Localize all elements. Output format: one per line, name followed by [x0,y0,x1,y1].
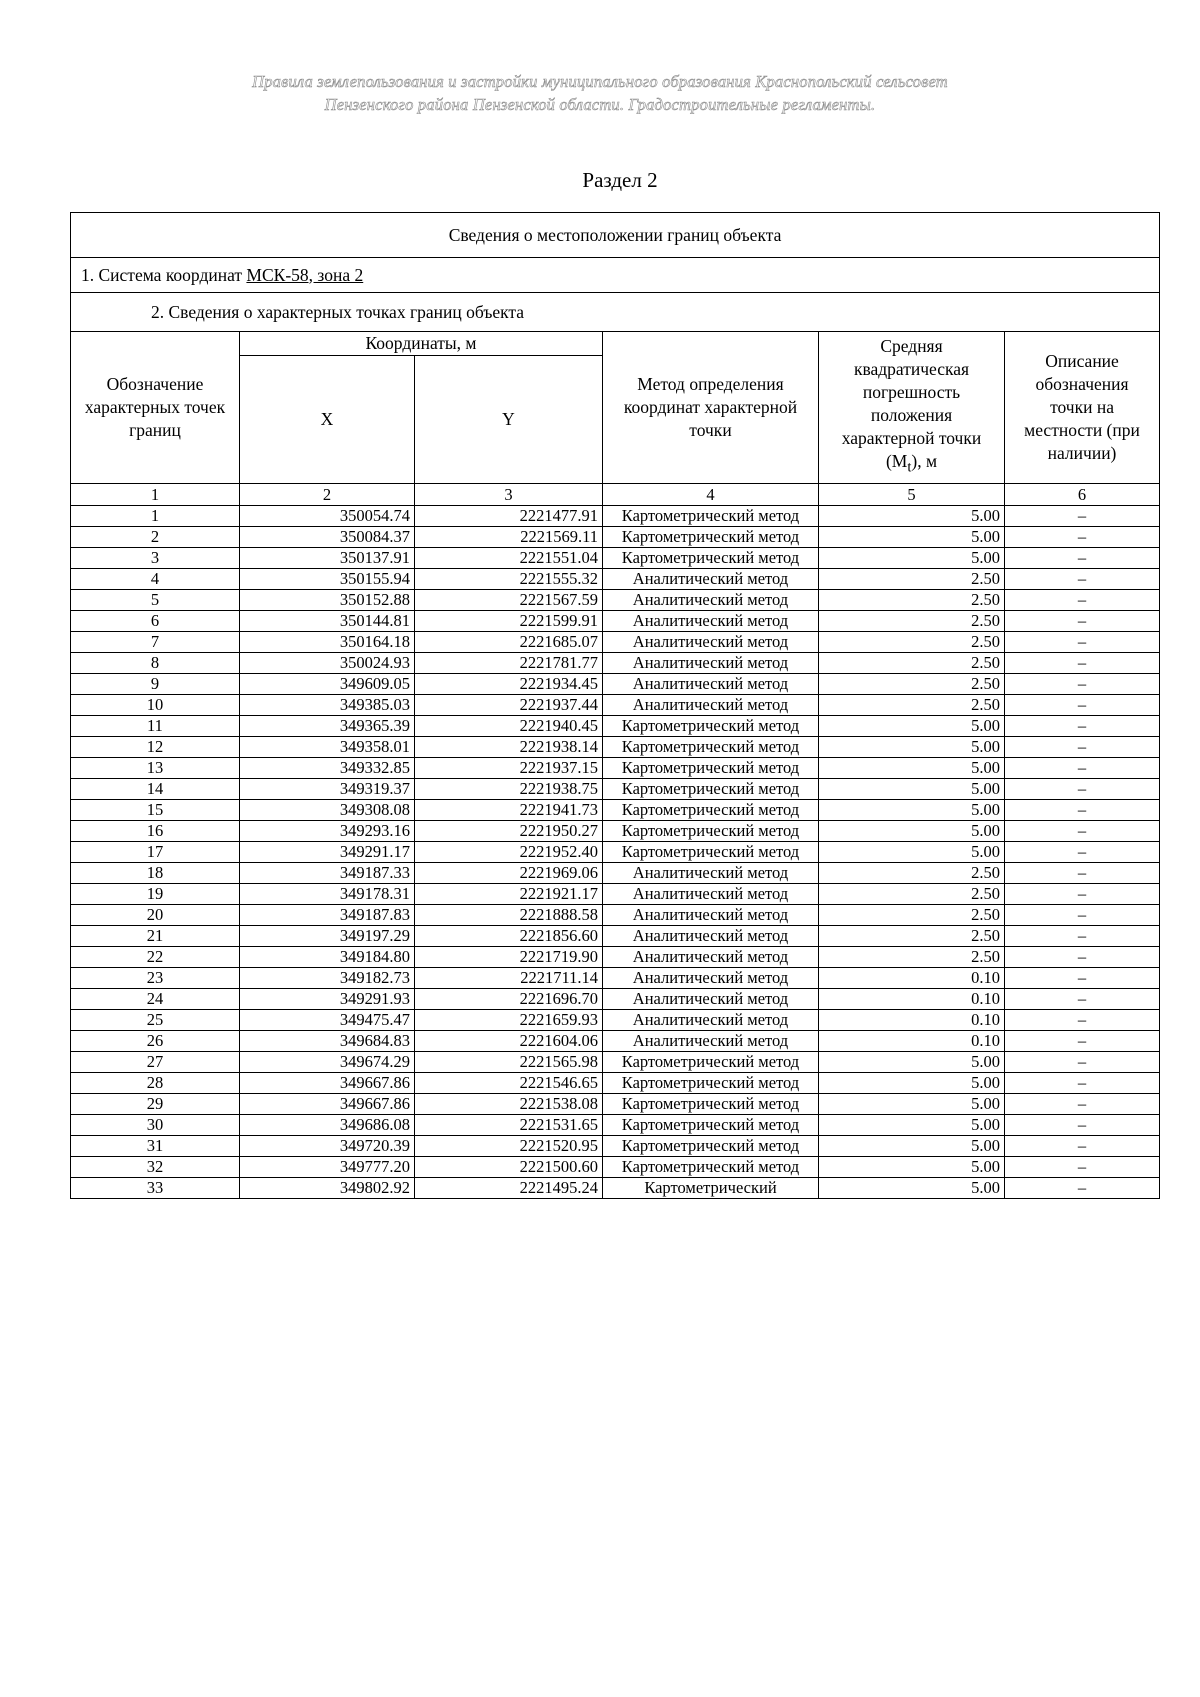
table-row [71,1094,1160,1115]
description: – [1005,968,1160,989]
column-number-6: 6 [1005,484,1160,506]
coord-y: 2221969.06 [415,863,603,884]
point-number: 27 [71,1052,240,1073]
header-method: Метод определения координат характерной точки [603,332,819,484]
running-header-line-2: Пензенского района Пензенской области. Градостроительные регламенты. [324,95,876,114]
method: Картометрический метод [603,842,819,863]
table-row [71,821,1160,842]
coord-y: 2221719.90 [415,947,603,968]
table-row [71,947,1160,968]
coord-y: 2221888.58 [415,905,603,926]
mean-error: 5.00 [819,1178,1005,1199]
column-number-5: 5 [819,484,1005,506]
table-row [71,968,1160,989]
coord-x: 349187.33 [240,863,415,884]
method: Аналитический метод [603,611,819,632]
coord-y: 2221685.07 [415,632,603,653]
method: Картометрический метод [603,800,819,821]
method: Аналитический метод [603,905,819,926]
coord-y: 2221500.60 [415,1157,603,1178]
table-row [71,653,1160,674]
description: – [1005,590,1160,611]
coord-x: 349182.73 [240,968,415,989]
coord-y: 2221934.45 [415,674,603,695]
method: Картометрический метод [603,506,819,527]
description: – [1005,674,1160,695]
table-row [71,737,1160,758]
coord-x: 349667.86 [240,1073,415,1094]
coord-x: 350144.81 [240,611,415,632]
method: Картометрический метод [603,1136,819,1157]
coord-x: 349720.39 [240,1136,415,1157]
header-row-1 [71,332,1160,356]
method: Картометрический метод [603,716,819,737]
coord-y: 2221937.44 [415,695,603,716]
header-x: X [240,356,415,484]
mean-error: 5.00 [819,800,1005,821]
description: – [1005,737,1160,758]
method: Аналитический метод [603,968,819,989]
coord-y: 2221781.77 [415,653,603,674]
points-heading: 2. Сведения о характерных точках границ объекта [71,293,1160,332]
table-row [71,1010,1160,1031]
mean-error: 0.10 [819,1031,1005,1052]
header-error-unit: ), м [911,451,938,472]
coord-x: 349609.05 [240,674,415,695]
description: – [1005,800,1160,821]
coord-x: 349293.16 [240,821,415,842]
description: – [1005,506,1160,527]
point-number: 3 [71,548,240,569]
description: – [1005,1094,1160,1115]
coord-x: 349674.29 [240,1052,415,1073]
table-row [71,842,1160,863]
table-row [71,989,1160,1010]
method: Картометрический метод [603,1157,819,1178]
description: – [1005,884,1160,905]
table-row [71,1178,1160,1199]
point-number: 29 [71,1094,240,1115]
mean-error: 5.00 [819,716,1005,737]
table-row [71,695,1160,716]
method: Аналитический метод [603,947,819,968]
coord-x: 349684.83 [240,1031,415,1052]
coord-x: 349319.37 [240,779,415,800]
coord-x: 350084.37 [240,527,415,548]
method: Картометрический метод [603,737,819,758]
mean-error: 2.50 [819,884,1005,905]
section-title: Раздел 2 [582,168,658,192]
coord-y: 2221546.65 [415,1073,603,1094]
description: – [1005,1178,1160,1199]
description: – [1005,1073,1160,1094]
description: – [1005,695,1160,716]
coord-y: 2221565.98 [415,1052,603,1073]
mean-error: 5.00 [819,1094,1005,1115]
method: Картометрический метод [603,1094,819,1115]
mean-error: 5.00 [819,1052,1005,1073]
coord-x: 350164.18 [240,632,415,653]
header-description: Описание обозначения точки на местности (при наличии) [1005,332,1160,484]
table-row [71,674,1160,695]
point-number: 12 [71,737,240,758]
coord-x: 349291.93 [240,989,415,1010]
method: Картометрический метод [603,1052,819,1073]
point-number: 21 [71,926,240,947]
boundary-points-table [70,212,1160,1199]
method: Картометрический метод [603,821,819,842]
table-row [71,590,1160,611]
point-number: 13 [71,758,240,779]
table-row [71,926,1160,947]
point-number: 18 [71,863,240,884]
table-row [71,632,1160,653]
mean-error: 5.00 [819,779,1005,800]
coord-x: 350054.74 [240,506,415,527]
coord-y: 2221856.60 [415,926,603,947]
coord-y: 2221495.24 [415,1178,603,1199]
coord-y: 2221940.45 [415,716,603,737]
coord-y: 2221567.59 [415,590,603,611]
coord-y: 2221599.91 [415,611,603,632]
table-row [71,548,1160,569]
method: Аналитический метод [603,590,819,611]
coord-x: 349385.03 [240,695,415,716]
table-title: Сведения о местоположении границ объекта [71,213,1160,258]
header-coordinates: Координаты, м [240,332,603,356]
header-error-subscript: t [907,459,912,476]
point-number: 24 [71,989,240,1010]
description: – [1005,1157,1160,1178]
table-row [71,1031,1160,1052]
point-number: 14 [71,779,240,800]
method: Аналитический метод [603,653,819,674]
mean-error: 5.00 [819,842,1005,863]
point-number: 16 [71,821,240,842]
table-row [71,884,1160,905]
column-number-2: 2 [240,484,415,506]
description: – [1005,1031,1160,1052]
point-number: 1 [71,506,240,527]
method: Аналитический метод [603,1031,819,1052]
table-row [71,800,1160,821]
method: Картометрический метод [603,527,819,548]
method: Аналитический метод [603,926,819,947]
method: Картометрический метод [603,1073,819,1094]
column-number-3: 3 [415,484,603,506]
mean-error: 0.10 [819,1010,1005,1031]
description: – [1005,1136,1160,1157]
header-y: Y [415,356,603,484]
point-number: 4 [71,569,240,590]
table-row [71,1136,1160,1157]
coord-y: 2221952.40 [415,842,603,863]
mean-error: 5.00 [819,548,1005,569]
point-number: 8 [71,653,240,674]
coord-y: 2221941.73 [415,800,603,821]
table-row [71,569,1160,590]
coord-y: 2221711.14 [415,968,603,989]
point-number: 10 [71,695,240,716]
coord-x: 349802.92 [240,1178,415,1199]
method: Картометрический метод [603,548,819,569]
mean-error: 2.50 [819,674,1005,695]
point-number: 26 [71,1031,240,1052]
coord-x: 349332.85 [240,758,415,779]
column-number-row [71,484,1160,506]
coord-y: 2221555.32 [415,569,603,590]
column-number-4: 4 [603,484,819,506]
coord-y: 2221937.15 [415,758,603,779]
description: – [1005,569,1160,590]
coord-x: 349365.39 [240,716,415,737]
table-row [71,758,1160,779]
point-number: 7 [71,632,240,653]
mean-error: 2.50 [819,611,1005,632]
point-number: 19 [71,884,240,905]
header-error-symbol: (M [885,451,908,472]
running-header [0,70,1200,116]
coord-y: 2221659.93 [415,1010,603,1031]
method: Аналитический метод [603,884,819,905]
description: – [1005,779,1160,800]
table-row [71,1052,1160,1073]
table-row [71,779,1160,800]
mean-error: 5.00 [819,1136,1005,1157]
point-number: 22 [71,947,240,968]
mean-error: 5.00 [819,1157,1005,1178]
description: – [1005,863,1160,884]
coord-y: 2221604.06 [415,1031,603,1052]
coord-x: 350024.93 [240,653,415,674]
coord-x: 349291.17 [240,842,415,863]
description: – [1005,527,1160,548]
description: – [1005,758,1160,779]
table-row [71,1073,1160,1094]
table-row [71,506,1160,527]
mean-error: 2.50 [819,947,1005,968]
method: Картометрический метод [603,779,819,800]
mean-error: 2.50 [819,926,1005,947]
point-number: 17 [71,842,240,863]
table-row [71,1157,1160,1178]
description: – [1005,905,1160,926]
description: – [1005,989,1160,1010]
header-designation: Обозначение характерных точек границ [71,332,240,484]
coord-y: 2221551.04 [415,548,603,569]
mean-error: 5.00 [819,1115,1005,1136]
method: Картометрический [603,1178,819,1199]
coord-x: 349197.29 [240,926,415,947]
point-number: 30 [71,1115,240,1136]
point-number: 20 [71,905,240,926]
mean-error: 5.00 [819,1073,1005,1094]
table-row [71,716,1160,737]
mean-error: 2.50 [819,653,1005,674]
coord-x: 350155.94 [240,569,415,590]
coord-x: 349187.83 [240,905,415,926]
coord-y: 2221921.17 [415,884,603,905]
table-body [71,213,1160,1199]
point-number: 15 [71,800,240,821]
mean-error: 5.00 [819,527,1005,548]
point-number: 6 [71,611,240,632]
mean-error: 2.50 [819,905,1005,926]
mean-error: 0.10 [819,968,1005,989]
point-number: 33 [71,1178,240,1199]
point-number: 25 [71,1010,240,1031]
coord-y: 2221696.70 [415,989,603,1010]
description: – [1005,1052,1160,1073]
table-row [71,863,1160,884]
description: – [1005,842,1160,863]
point-number: 11 [71,716,240,737]
coord-y: 2221531.65 [415,1115,603,1136]
description: – [1005,653,1160,674]
points-heading-row [71,293,1160,332]
table-row [71,1115,1160,1136]
method: Аналитический метод [603,1010,819,1031]
running-header-line-1: Правила землепользования и застройки муниципального образования Краснопольский сельсовет [252,72,948,91]
method: Аналитический метод [603,989,819,1010]
coord-x: 349358.01 [240,737,415,758]
coord-y: 2221520.95 [415,1136,603,1157]
table-row [71,527,1160,548]
coord-x: 350152.88 [240,590,415,611]
method: Аналитический метод [603,674,819,695]
mean-error: 2.50 [819,590,1005,611]
header-error-text: Средняя квадратическая погрешность положения характерной точки [841,336,982,449]
description: – [1005,1010,1160,1031]
description: – [1005,947,1160,968]
method: Картометрический метод [603,1115,819,1136]
mean-error: 5.00 [819,506,1005,527]
coord-y: 2221569.11 [415,527,603,548]
method: Аналитический метод [603,695,819,716]
point-number: 23 [71,968,240,989]
column-number-1: 1 [71,484,240,506]
description: – [1005,716,1160,737]
method: Аналитический метод [603,863,819,884]
coord-y: 2221950.27 [415,821,603,842]
table-title-row [71,213,1160,258]
coord-y: 2221477.91 [415,506,603,527]
coord-y: 2221538.08 [415,1094,603,1115]
coord-x: 349178.31 [240,884,415,905]
table-row [71,611,1160,632]
description: – [1005,632,1160,653]
point-number: 28 [71,1073,240,1094]
mean-error: 2.50 [819,632,1005,653]
coord-x: 349308.08 [240,800,415,821]
coord-x: 349777.20 [240,1157,415,1178]
description: – [1005,548,1160,569]
coord-y: 2221938.75 [415,779,603,800]
description: – [1005,611,1160,632]
description: – [1005,1115,1160,1136]
method: Аналитический метод [603,569,819,590]
mean-error: 2.50 [819,569,1005,590]
header-error [819,332,1005,484]
point-number: 31 [71,1136,240,1157]
mean-error: 2.50 [819,695,1005,716]
coord-system-row [71,258,1160,293]
method: Аналитический метод [603,632,819,653]
description: – [1005,926,1160,947]
mean-error: 0.10 [819,989,1005,1010]
coord-y: 2221938.14 [415,737,603,758]
coord-x: 349667.86 [240,1094,415,1115]
coord-x: 349475.47 [240,1010,415,1031]
point-number: 32 [71,1157,240,1178]
coord-x: 349184.80 [240,947,415,968]
mean-error: 5.00 [819,821,1005,842]
coord-x: 349686.08 [240,1115,415,1136]
mean-error: 5.00 [819,737,1005,758]
point-number: 9 [71,674,240,695]
coord-system-cell [71,258,1160,293]
table-row [71,905,1160,926]
coord-system-label: 1. Система координат [81,264,247,285]
coord-x: 350137.91 [240,548,415,569]
method: Картометрический метод [603,758,819,779]
mean-error: 5.00 [819,758,1005,779]
description: – [1005,821,1160,842]
mean-error: 2.50 [819,863,1005,884]
coord-system-value: МСК-58, зона 2 [246,264,364,285]
point-number: 2 [71,527,240,548]
point-number: 5 [71,590,240,611]
